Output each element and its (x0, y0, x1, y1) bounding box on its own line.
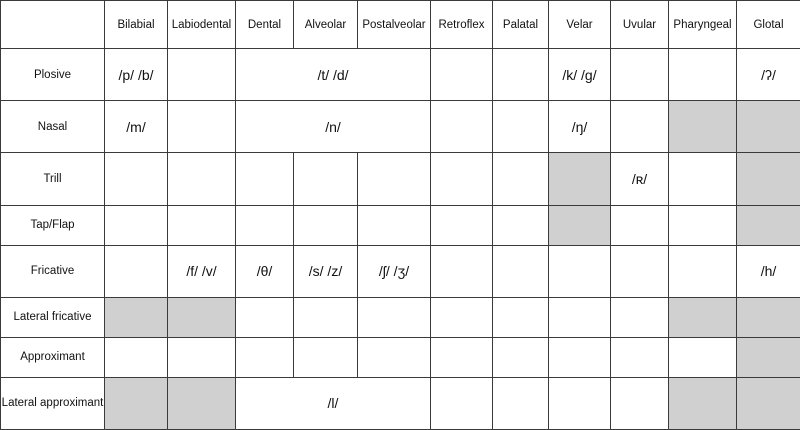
phoneme-cell (493, 377, 549, 429)
phoneme-cell (168, 205, 236, 245)
phoneme-cell (358, 337, 431, 377)
phoneme-cell (611, 337, 669, 377)
phoneme-cell (431, 101, 493, 153)
phoneme-cell (236, 205, 294, 245)
phoneme-cell (294, 337, 358, 377)
blocked-cell (168, 377, 236, 429)
phoneme-cell: /p/ /b/ (105, 49, 168, 101)
table-row (1, 205, 800, 245)
phoneme-cell (358, 297, 431, 337)
table-row (1, 49, 800, 101)
phoneme-cell (493, 205, 549, 245)
row-header: Approximant (1, 337, 105, 377)
blocked-cell (737, 337, 800, 377)
phoneme-cell (493, 101, 549, 153)
column-header: Palatal (493, 1, 549, 49)
phoneme-cell: /ʔ/ (737, 49, 800, 101)
table-header (1, 1, 800, 49)
phoneme-cell (611, 205, 669, 245)
phoneme-cell: /t/ /d/ (236, 49, 431, 101)
phoneme-cell (236, 337, 294, 377)
phoneme-cell (431, 377, 493, 429)
phoneme-cell (168, 153, 236, 205)
blocked-cell (105, 377, 168, 429)
blocked-cell (737, 377, 800, 429)
phoneme-cell (105, 153, 168, 205)
phoneme-cell (431, 245, 493, 297)
phoneme-cell (358, 153, 431, 205)
row-header: Fricative (1, 245, 105, 297)
blocked-cell (737, 205, 800, 245)
phoneme-cell (431, 297, 493, 337)
table-row (1, 377, 800, 429)
phoneme-cell (358, 205, 431, 245)
header-row (1, 1, 800, 49)
phoneme-cell: /m/ (105, 101, 168, 153)
phoneme-cell (105, 337, 168, 377)
row-header: Plosive (1, 49, 105, 101)
table-row (1, 101, 800, 153)
table-row (1, 337, 800, 377)
row-header: Lateral approximant (1, 377, 105, 429)
phoneme-cell (493, 245, 549, 297)
phoneme-cell: /h/ (737, 245, 800, 297)
column-header: Velar (549, 1, 611, 49)
phoneme-cell (105, 205, 168, 245)
phoneme-cell (105, 245, 168, 297)
phoneme-cell: /ʀ/ (611, 153, 669, 205)
phoneme-cell (549, 337, 611, 377)
phoneme-cell (236, 297, 294, 337)
phoneme-cell (669, 337, 737, 377)
phoneme-cell (549, 245, 611, 297)
phoneme-cell (669, 245, 737, 297)
phoneme-cell: /s/ /z/ (294, 245, 358, 297)
table-row (1, 245, 800, 297)
blocked-cell (105, 297, 168, 337)
phoneme-cell (669, 49, 737, 101)
phoneme-cell (493, 153, 549, 205)
blocked-cell (737, 101, 800, 153)
column-header: Retroflex (431, 1, 493, 49)
blocked-cell (549, 153, 611, 205)
phoneme-cell: /ŋ/ (549, 101, 611, 153)
blocked-cell (669, 101, 737, 153)
column-header: Postalveolar (358, 1, 431, 49)
phoneme-cell (236, 153, 294, 205)
phoneme-cell (549, 297, 611, 337)
column-header: Pharyngeal (669, 1, 737, 49)
column-header: Uvular (611, 1, 669, 49)
blocked-cell (549, 205, 611, 245)
phoneme-cell (168, 101, 236, 153)
phoneme-cell (493, 337, 549, 377)
phoneme-cell: /f/ /v/ (168, 245, 236, 297)
blocked-cell (737, 153, 800, 205)
column-header: Bilabial (105, 1, 168, 49)
phoneme-cell (168, 337, 236, 377)
phoneme-cell (168, 49, 236, 101)
phoneme-cell: /ʃ/ /ʒ/ (358, 245, 431, 297)
table-row (1, 297, 800, 337)
column-header: Dental (236, 1, 294, 49)
phoneme-cell: /θ/ (236, 245, 294, 297)
phoneme-cell (294, 153, 358, 205)
column-header: Labiodental (168, 1, 236, 49)
phoneme-cell (611, 297, 669, 337)
phoneme-cell (294, 297, 358, 337)
column-header: Alveolar (294, 1, 358, 49)
row-header: Nasal (1, 101, 105, 153)
row-header: Tap/Flap (1, 205, 105, 245)
column-header: Glotal (737, 1, 800, 49)
table-row (1, 153, 800, 205)
phoneme-cell: /k/ /g/ (549, 49, 611, 101)
blocked-cell (669, 297, 737, 337)
phoneme-cell (611, 49, 669, 101)
table-body (1, 49, 800, 430)
phoneme-cell (611, 245, 669, 297)
phoneme-cell (431, 153, 493, 205)
phoneme-cell (294, 205, 358, 245)
blocked-cell (669, 377, 737, 429)
phoneme-cell (431, 205, 493, 245)
table-corner-cell (1, 1, 105, 49)
phoneme-cell (493, 49, 549, 101)
phoneme-cell (669, 153, 737, 205)
phoneme-cell (493, 297, 549, 337)
phoneme-cell (669, 205, 737, 245)
phoneme-cell: /n/ (236, 101, 431, 153)
phoneme-cell (611, 377, 669, 429)
row-header: Trill (1, 153, 105, 205)
phoneme-cell (611, 101, 669, 153)
phoneme-cell: /l/ (236, 377, 431, 429)
phoneme-cell (431, 49, 493, 101)
blocked-cell (168, 297, 236, 337)
row-header: Lateral fricative (1, 297, 105, 337)
phoneme-cell (549, 377, 611, 429)
phoneme-cell (431, 337, 493, 377)
blocked-cell (737, 297, 800, 337)
